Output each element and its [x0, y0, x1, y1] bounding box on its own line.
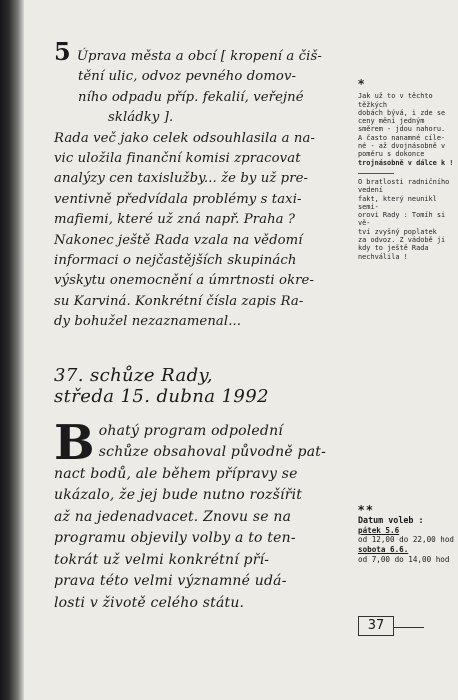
text-line: ventivně předvídala problémy s taxi-	[54, 191, 302, 207]
note-line: fakt, který neunikl semi-	[358, 194, 437, 211]
note-line: dobách bývá, i zde se	[358, 108, 446, 117]
page-number: 37	[358, 616, 394, 636]
election-day-1: pátek 5.6	[358, 525, 400, 535]
note-line: ceny mění jedným	[358, 117, 425, 126]
meeting-body	[54, 414, 348, 615]
text-line: informaci o nejčastějších skupinách	[54, 253, 297, 269]
margin-note-election	[358, 503, 458, 565]
section-5	[54, 37, 348, 333]
text-line: Nakonec ještě Rada vzala na vědomí	[54, 232, 303, 248]
election-time-2: od 7,00 do 14,00 hod	[358, 554, 450, 564]
note-line: trojnásobně v dálce k !	[358, 158, 454, 167]
text-line: prava této velmi významné udá-	[54, 573, 287, 590]
page-number-rule	[394, 627, 424, 628]
drop-cap: B	[54, 414, 95, 471]
note-line: A často nanamné cíle-	[358, 133, 446, 142]
note-divider	[358, 173, 394, 174]
page	[24, 0, 458, 700]
text-line: Úprava města a obcí [ kropení a čiš-	[76, 49, 322, 64]
text-line: tokrát už velmi konkrétní pří-	[54, 551, 270, 568]
text-line: skládky ].	[108, 110, 174, 126]
note-line: poměru s dokonce	[358, 150, 425, 159]
election-time-1: od 12,00 do 22,00 hod	[358, 535, 455, 545]
meeting-date: středa 15. dubna 1992	[54, 385, 269, 407]
election-date-title: Datum voleb :	[358, 514, 424, 525]
text-line: ohatý program odpolední	[98, 422, 283, 439]
note-line: né - až dvojnásobně v	[358, 142, 446, 151]
double-asterisk-marker: **	[358, 503, 375, 517]
text-line: programu objevily volby a to ten-	[54, 530, 296, 547]
asterisk-marker: *	[358, 77, 367, 91]
note-line: kdy to ještě Rada	[358, 244, 429, 253]
meeting-heading	[54, 365, 348, 407]
text-line: ního odpadu příp. fekalií, veřejné	[78, 89, 304, 105]
election-day-2: sobota 6.6.	[358, 545, 409, 555]
text-line: dy bohužel nezaznamenal...	[54, 314, 242, 330]
text-line: su Karviná. Konkrétní čísla zapis Ra-	[54, 293, 304, 309]
text-line: nact bodů, ale během přípravy se	[54, 465, 298, 482]
text-line: schůze obsahoval původně pat-	[98, 444, 326, 461]
note-line: nechválila !	[358, 252, 408, 261]
note-line: za odvoz. Z vádobě ji	[358, 236, 446, 245]
text-line: mafiemi, které už zná např. Praha ?	[54, 212, 296, 228]
text-line: až na jedenadvacet. Znovu se na	[54, 508, 292, 525]
text-line: analýzy cen taxislužby... že by už pre-	[54, 171, 309, 187]
text-line: Rada več jako celek odsouhlasila a na-	[54, 130, 315, 146]
margin-note-prices	[358, 77, 458, 261]
note-line: O bratlosti radničního vedení	[358, 177, 450, 195]
note-line: orovi Rady : Tomíh si vě-	[358, 211, 446, 228]
text-line: ukázalo, že jej bude nutno rozšířit	[54, 487, 303, 504]
book-spine-shadow	[0, 0, 24, 700]
text-line: tění ulic, odvoz pevného domov-	[78, 69, 297, 85]
text-line: výskytu onemocnění a úmrtnosti okre-	[54, 273, 315, 289]
text-line: vic uložila finanční komisi zpracovat	[54, 151, 301, 167]
note-block-prices	[358, 92, 458, 167]
note-line: Jak už to v těchto těžkých	[358, 92, 433, 109]
note-line: směrem - jdou nahoru.	[358, 125, 446, 134]
note-block-fee	[358, 178, 458, 261]
main-column	[54, 37, 348, 614]
note-line: tví zvyšný poplatek	[358, 227, 437, 236]
meeting-title: 37. schůze Rady,	[54, 364, 213, 386]
text-line: losti v životě celého státu.	[54, 594, 245, 611]
section-number: 5	[54, 37, 71, 66]
